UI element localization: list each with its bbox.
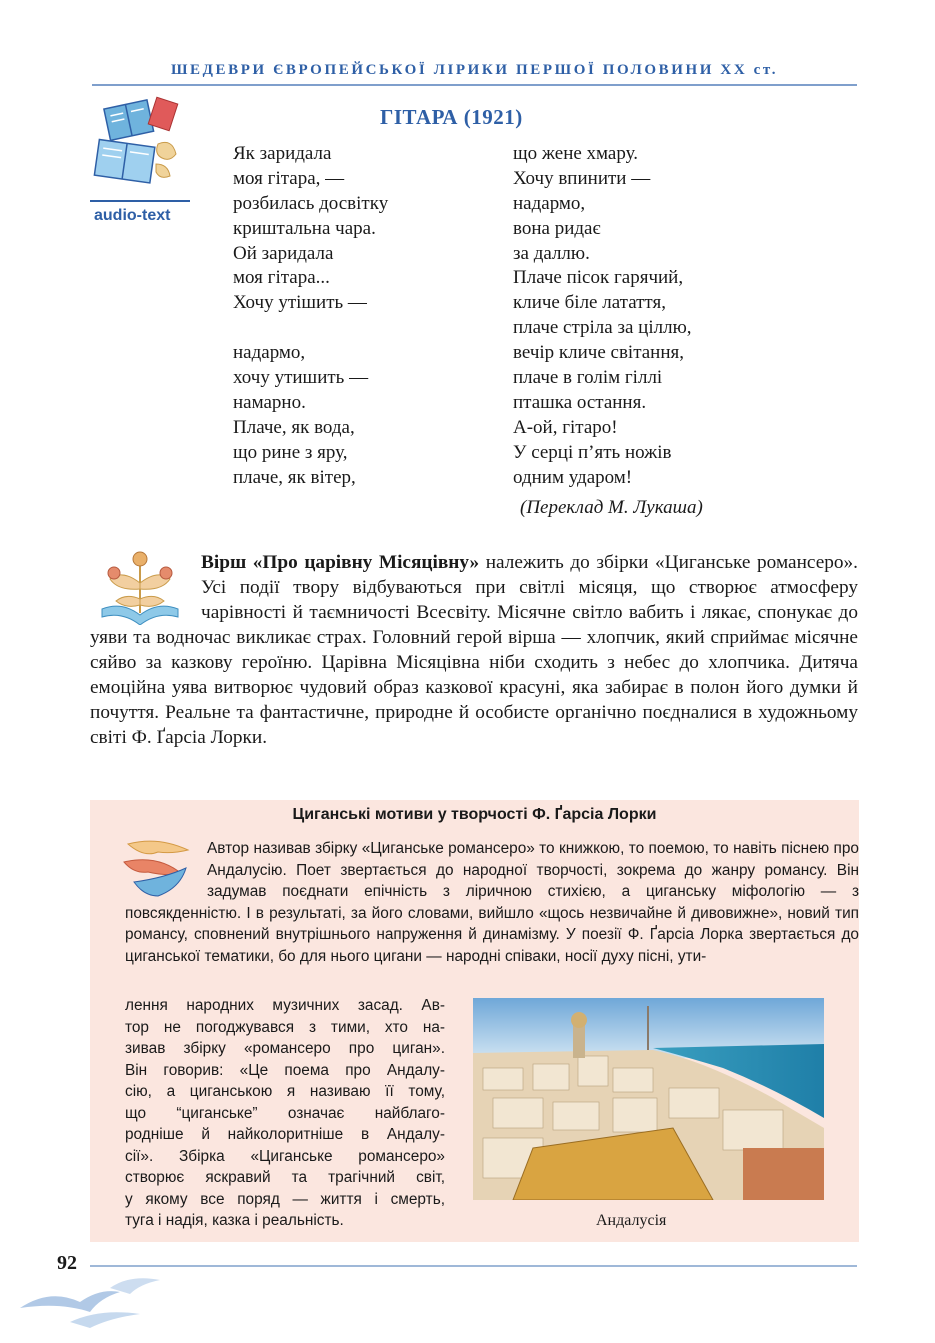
birds-icon [0, 1268, 170, 1328]
poem-right-column [513, 142, 692, 490]
article-body: належить до збірки «Циганське романсеро». Усі події твору відбуваються при світлі місяця, що створює атмосферу чарівності й таємничості Всесвіту. Місячне світло вабить і лякає, спонукає до уяви та водночас викликає страх. Головний герой вірша — хлопчик, який сприймає місячне сяйво за казкову героїню. Царівна Місяцівна ніби сходить з небес до хлопчика. Дитяча емоційна уява витворює чудовий образ казкової красуні, яка забирає в полон його думки й почуття. Реальне та фантастичне, природне й особисте органічно поєдналися в художньому світі Ф. Ґарсіа Лорки. [90, 552, 858, 748]
info-text-bottom [125, 995, 445, 1232]
info-line: тор не погоджувався з тими, хто на- [125, 1018, 445, 1036]
poem-line: що жене хмару. [513, 143, 638, 164]
poem-line: кличе біле латаття, [513, 292, 666, 314]
info-line: лення народних музичних засад. Ав- [125, 997, 445, 1014]
info-line: зивав збірку «романсеро про циган». [125, 1040, 445, 1057]
poem-line: Плаче, як вода, [233, 416, 355, 438]
poem-line: вона ридає [513, 217, 601, 239]
footer-divider [90, 1265, 857, 1267]
poem-line: Хочу утішить — [233, 292, 367, 314]
photo-caption: Андалусія [596, 1212, 667, 1229]
info-line: створює яскравий та трагічний світ, [125, 1169, 445, 1186]
poem-line: що рине з яру, [233, 441, 348, 463]
poem-line: вечір кличе світання, [513, 342, 684, 364]
poem-line: моя гітара... [233, 267, 330, 289]
poem-line: надармо, [513, 192, 586, 214]
poem-line: плаче, як вітер, [233, 466, 356, 488]
header-divider [92, 84, 857, 86]
article-lead: Вірш «Про царівну Місяцівну» [201, 552, 480, 573]
poem-line: Як заридала [233, 143, 332, 164]
poem-line: У серці п’ять ножів [513, 441, 672, 463]
info-box-title: Циганські мотиви у творчості Ф. Ґарсіа Лорки [292, 806, 657, 823]
info-line: що “циганське” означає найблаго- [125, 1104, 445, 1122]
running-title: ШЕДЕВРИ ЄВРОПЕЙСЬКОЇ ЛІРИКИ ПЕРШОЇ ПОЛОВИНИ XX ст. [170, 62, 779, 78]
poem-line: за даллю. [513, 242, 590, 264]
info-line: сії». Збірка «Циганське романсеро» [125, 1147, 445, 1165]
poem-line: криштальна чара. [233, 217, 376, 239]
page-number: 92 [57, 1252, 77, 1274]
poem-line: плаче стріла за ціллю, [513, 317, 692, 339]
poem-title: ГІТАРА (1921) [380, 105, 523, 129]
info-line: Він говорив: «Це поема про Андалу- [125, 1061, 445, 1079]
info-text-top: Автор називав збірку «Циганське романсеро» то книжкою, то поемою, то навіть піснею про Андалусію. Поет звертається до народної творчості, зокрема до жанру романсу. Він задумав поєднати епічність з ліричною стихією, а циганську міфологію — з повсякденністю. І в результаті, за його словами, вийшло «щось незвичайне й дивовижне», новий тип романсу, сповнений внутрішнього напруження й динамізму. У поезії Ф. Ґарсіа Лорка звертається до циганської тематики, бо для нього цигани — народні співаки, носії духу пісні, ути- [125, 840, 859, 965]
audio-text-label[interactable]: audio-text [94, 207, 171, 224]
info-line: у якому все поряд — життя і смерть, [125, 1190, 445, 1208]
poem-line: пташка остання. [513, 391, 647, 413]
audio-label-underline [90, 200, 190, 202]
poem-line: одним ударом! [513, 466, 633, 488]
translator-credit: (Переклад М. Лукаша) [520, 497, 703, 518]
open-books-icon[interactable] [90, 96, 185, 204]
andalusia-photo [473, 998, 824, 1200]
poem-line: Плаче пісок гарячий, [513, 267, 684, 289]
poem-line: моя гітара, — [233, 167, 345, 189]
article-paragraph [90, 550, 858, 750]
poem-line: розбилась досвітку [233, 192, 389, 214]
poem-left-column [233, 142, 388, 490]
poem-line: надармо, [233, 342, 306, 364]
poem-line [233, 316, 388, 341]
poem-line: А-ой, гітаро! [513, 416, 618, 438]
poem-line: намарно. [233, 391, 306, 413]
poem-line: Ой заридала [233, 242, 334, 264]
info-line: родніше й найколоритніше в Андалу- [125, 1126, 445, 1143]
poem-line: плаче в голім гіллі [513, 367, 663, 389]
info-line: туга і надія, казка і реальність. [125, 1212, 344, 1229]
poem-line: Хочу впинити — [513, 167, 651, 189]
poem-line: хочу утишить — [233, 367, 369, 389]
info-line: сію, а циганською я називаю її тому, [125, 1083, 445, 1100]
